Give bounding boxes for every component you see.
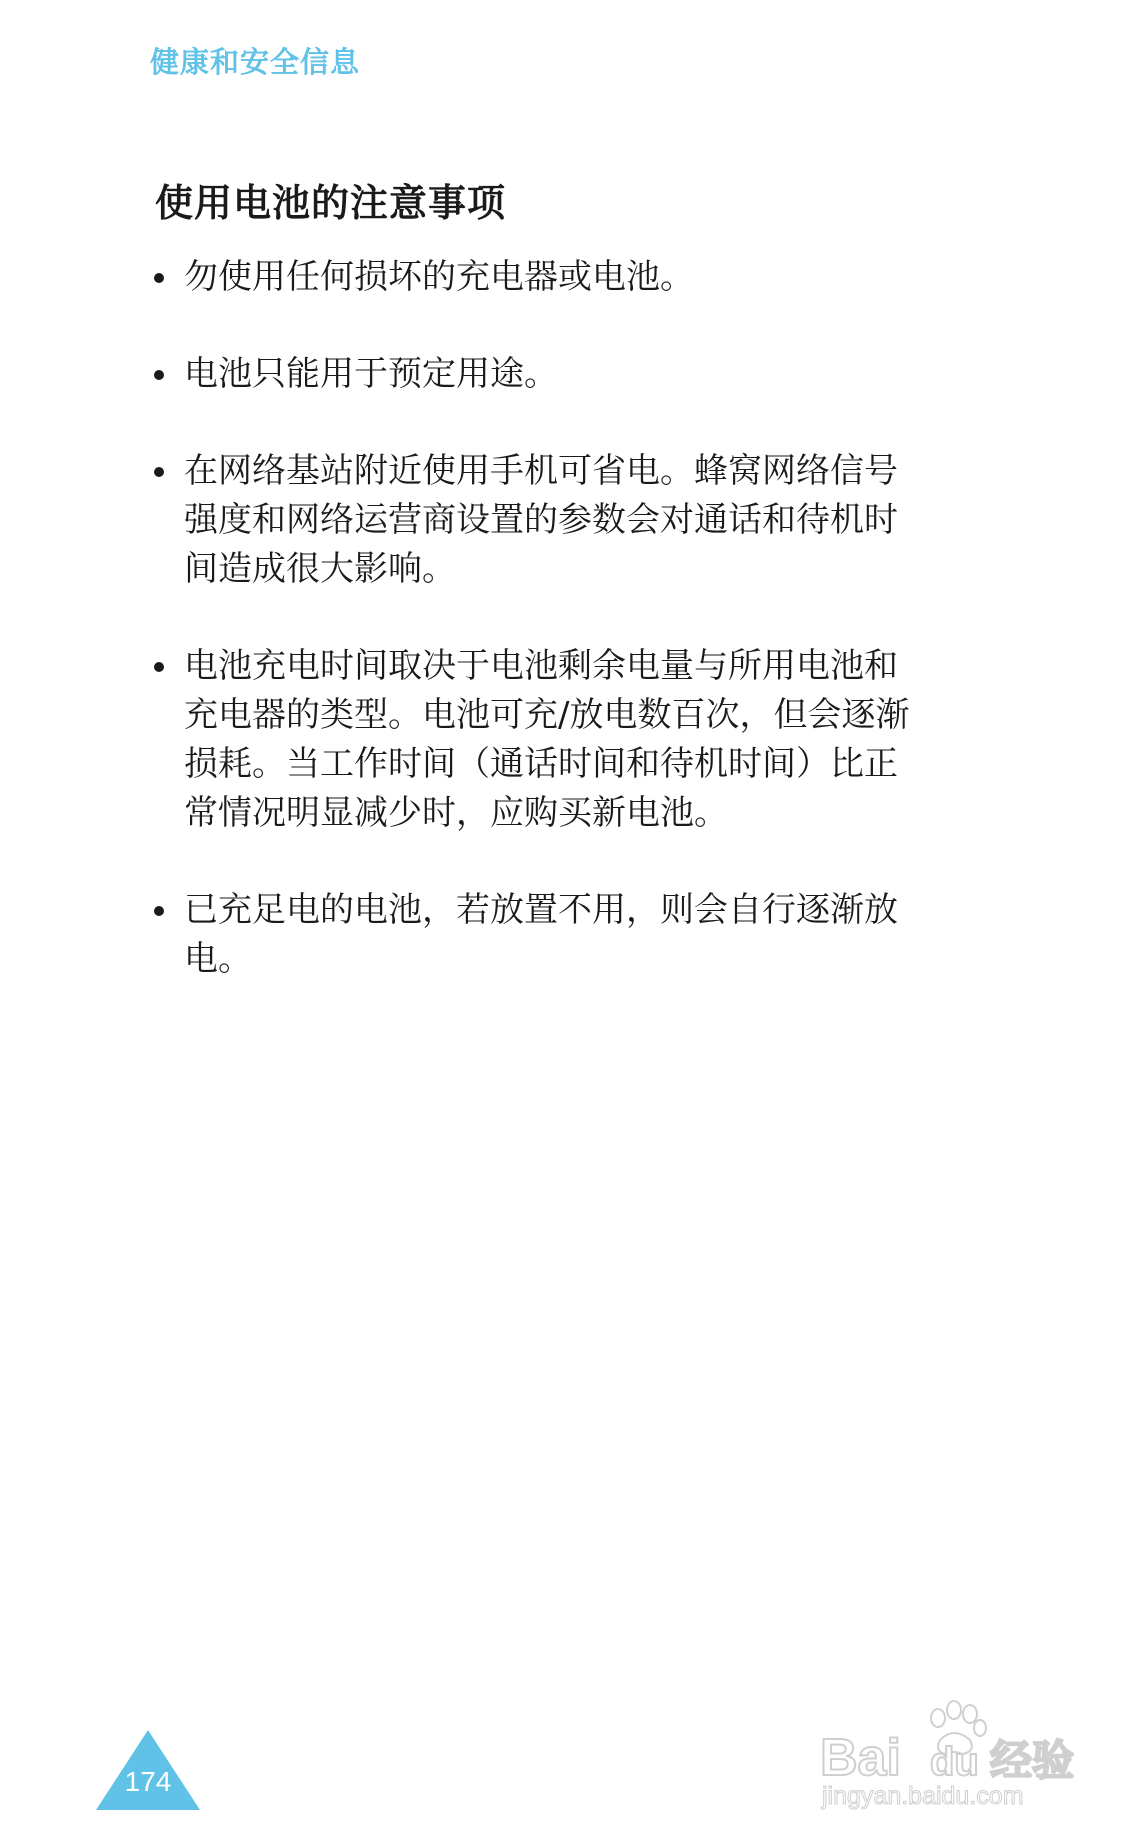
baidu-jingyan-watermark (820, 1680, 1090, 1810)
svg-text:经验: 经验 (990, 1736, 1075, 1785)
page-number-marker (96, 1730, 200, 1810)
list-item-text: 已充足电的电池，若放置不用，则会自行逐渐放电。 (184, 890, 898, 979)
list-item (150, 253, 910, 302)
page-number: 174 (124, 1766, 172, 1797)
list-item (150, 642, 910, 838)
bullet-icon (154, 467, 164, 477)
list-item (150, 447, 910, 594)
svg-text:Bai: Bai (820, 1729, 901, 1787)
bullet-icon (154, 273, 164, 283)
svg-text:du: du (930, 1740, 979, 1784)
list-item-text: 勿使用任何损坏的充电器或电池。 (184, 257, 694, 297)
bullet-icon (154, 906, 164, 916)
list-item-text: 在网络基站附近使用手机可省电。蜂窝网络信号强度和网络运营商设置的参数会对通话和待机时间造成很大影响。 (184, 451, 898, 589)
list-item (150, 350, 910, 399)
list-item-text: 电池只能用于预定用途。 (184, 354, 558, 394)
running-header: 健康和安全信息 (150, 45, 361, 79)
list-item-text: 电池充电时间取决于电池剩余电量与所用电池和充电器的类型。电池可充/放电数百次，但会逐渐损耗。当工作时间（通话时间和待机时间）比正常情况明显减少时，应购买新电池。 (184, 646, 910, 833)
precaution-list (150, 253, 910, 1032)
svg-text:jingyan.baidu.com: jingyan.baidu.com (822, 1782, 1024, 1810)
section-title: 使用电池的注意事项 (155, 181, 507, 225)
bullet-icon (154, 370, 164, 380)
bullet-icon (154, 662, 164, 672)
list-item (150, 886, 910, 984)
